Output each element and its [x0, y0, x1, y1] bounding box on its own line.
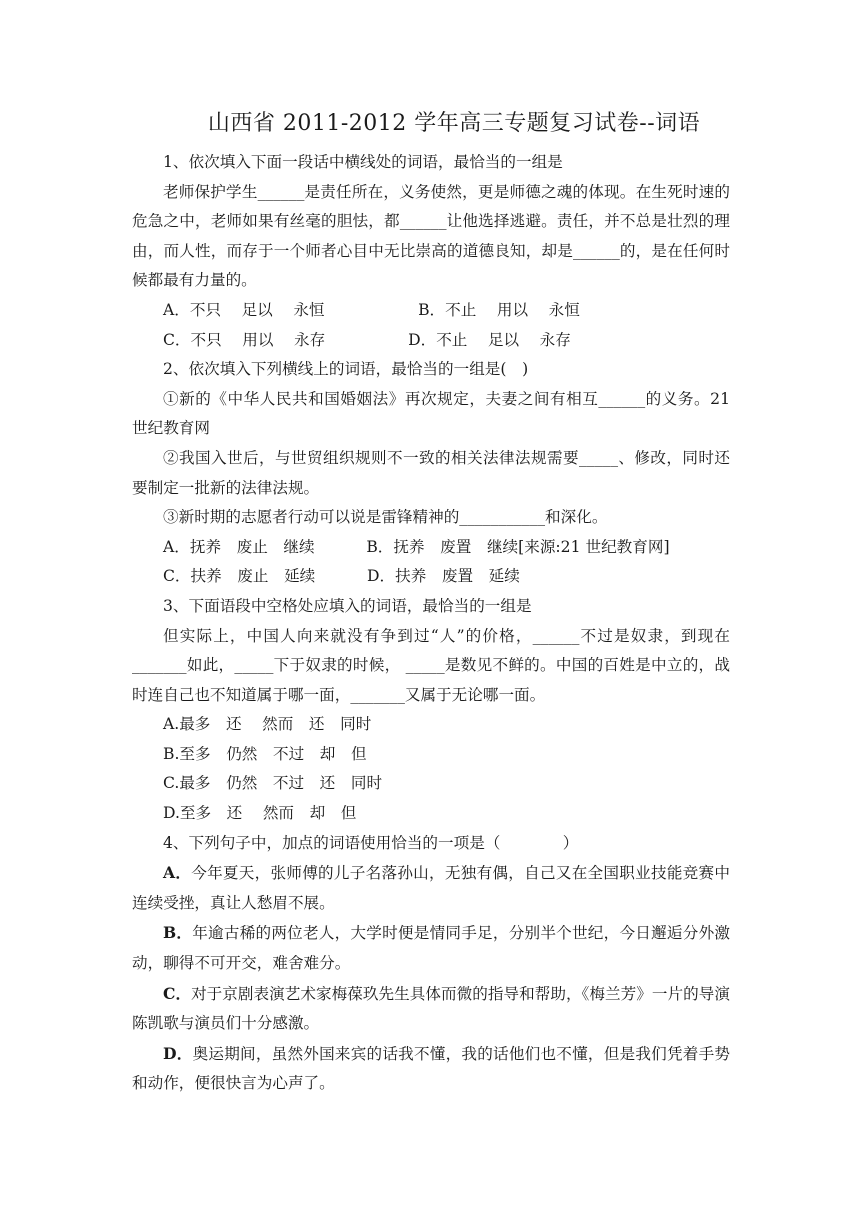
q2-item-1: ①新的《中华人民共和国婚姻法》再次规定，夫妻之间有相互______的义务。21 世纪教育网 — [132, 389, 730, 438]
q4-option-letter: D． — [163, 1043, 193, 1063]
q3-passage: 但实际上，中国人向来就没有争到过“人”的价格，______不过是奴隶，到现在_______如此，_____下于奴隶的时候， _____是数见不鲜的。中国的百姓是中立的，战时连自己也不知道属于哪一面，_______又属于无论哪一面。 — [132, 626, 730, 704]
document-body — [132, 148, 730, 1099]
q4-option-d — [132, 1039, 730, 1099]
document-title: 山西省 2011-2012 学年高三专题复习试卷--词语 — [207, 111, 701, 136]
q3-stem: 3、下面语段中空格处应填入的词语，最恰当的一组是 — [163, 596, 532, 615]
q4-option-a — [132, 858, 730, 918]
q2-item-3: ③新时期的志愿者行动可以说是雷锋精神的___________和深化。 — [163, 508, 608, 527]
q4-option-letter: C． — [163, 983, 192, 1003]
q2-option-row: A．抚养 废止 继续 B．抚养 废置 继续[来源:21 世纪教育网] — [163, 537, 670, 556]
q1-option-row: A．不只 足以 永恒 B．不止 用以 永恒 — [163, 300, 580, 319]
q4-option-letter: A． — [163, 863, 192, 883]
q4-option-text: 对于京剧表演艺术家梅葆玖先生具体而微的指导和帮助，《梅兰芳》一片的导演陈凯歌与演员们十分感激。 — [132, 984, 730, 1033]
q2-stem: 2、依次填入下列横线上的词语，最恰当的一组是( ) — [163, 360, 529, 379]
q4-option-b — [132, 918, 730, 978]
q4-stem: 4、下列句子中，加点的词语使用恰当的一项是（ ） — [163, 833, 579, 852]
q3-option: B.至多 仍然 不过 却 但 — [163, 744, 367, 763]
q2-option-row: C．扶养 废止 延续 D．扶养 废置 延续 — [163, 567, 520, 586]
q4-option-c — [132, 979, 730, 1039]
q4-option-text: 年逾古稀的两位老人，大学时便是情同手足，分别半个世纪，今日邂逅分外激动，聊得不可开交，难舍难分。 — [132, 924, 730, 973]
q4-option-letter: B． — [163, 923, 193, 943]
q1-stem: 1、依次填入下面一段话中横线处的词语，最恰当的一组是 — [163, 153, 563, 171]
q4-option-text: 今年夏天，张师傅的儿子名落孙山，无独有偶，自己又在全国职业技能竞赛中连续受挫，真让人愁眉不展。 — [132, 864, 730, 912]
q1-passage: 老师保护学生______是责任所在，义务使然，更是师德之魂的体现。在生死时速的危急之中，老师如果有丝毫的胆怯，都______让他选择逃避。责任，并不总是壮烈的理由，而人性，而存于一个师者心目中无比崇高的道德良知，却是______的，是在任何时候都最有力量的。 — [132, 182, 730, 290]
q3-option: D.至多 还 然而 却 但 — [163, 804, 357, 823]
q2-item-2: ②我国入世后，与世贸组织规则不一致的相关法律法规需要_____、修改，同时还要制定一批新的法律法规。 — [132, 448, 730, 497]
q3-option: A.最多 还 然而 还 同时 — [163, 715, 372, 734]
q4-option-text: 奥运期间，虽然外国来宾的话我不懂，我的话他们也不懂，但是我们凭着手势和动作，便很快言为心声了。 — [132, 1044, 730, 1093]
q3-option: C.最多 仍然 不过 还 同时 — [163, 774, 383, 793]
q1-option-row: C．不只 用以 永存 D．不止 足以 永存 — [163, 330, 571, 349]
